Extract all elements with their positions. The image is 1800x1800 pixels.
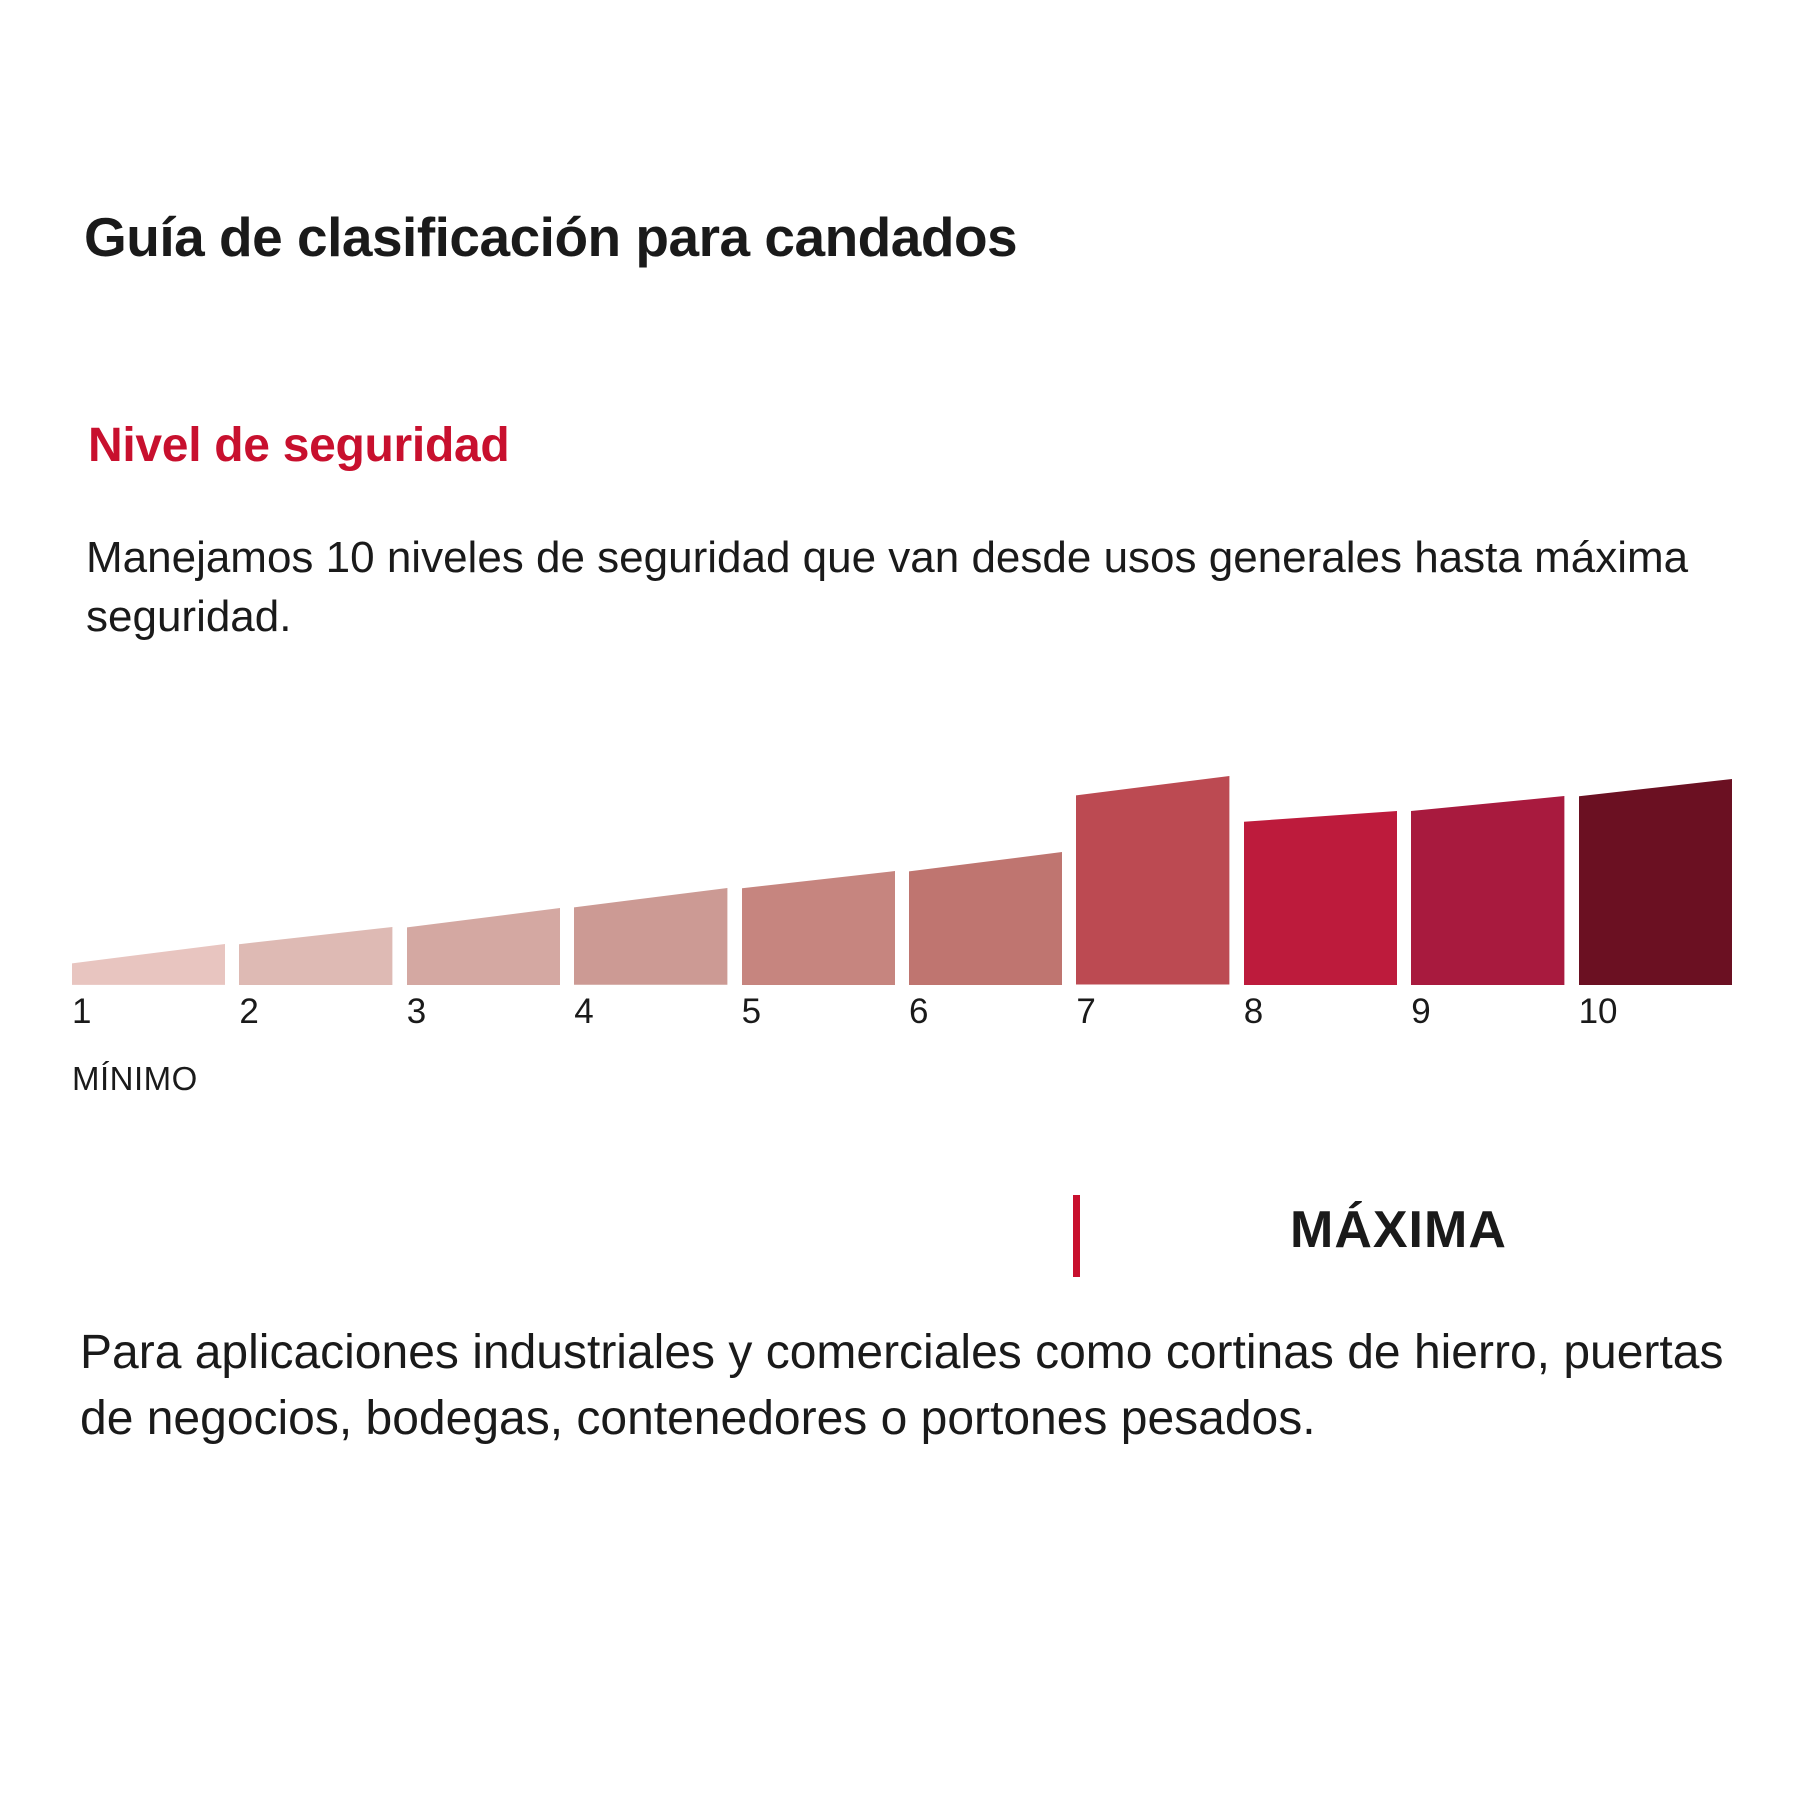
- chart-axis-labels: [72, 992, 1732, 1042]
- chart-bar-2: [239, 927, 392, 985]
- chart-bar-9: [1411, 796, 1564, 985]
- chart-bar-4: [574, 888, 727, 985]
- axis-label-8: 8: [1243, 992, 1264, 1031]
- chart-bar-1: [72, 944, 225, 985]
- maximum-tick-marker: [1073, 1195, 1080, 1277]
- axis-label-2: 2: [239, 992, 259, 1031]
- page-title: Guía de clasificación para candados: [84, 206, 1018, 268]
- chart-bar-5: [742, 871, 895, 985]
- axis-label-3: 3: [406, 992, 427, 1031]
- minimum-annotation: MÍNIMO: [72, 1060, 198, 1097]
- axis-label-6: 6: [909, 992, 929, 1031]
- section-subtitle: Nivel de seguridad: [88, 419, 510, 472]
- chart-bars: [72, 770, 1732, 985]
- security-level-chart: [72, 770, 1732, 1031]
- axis-label-10: 10: [1578, 992, 1618, 1031]
- axis-label-5: 5: [741, 992, 762, 1031]
- chart-bar-3: [407, 908, 560, 985]
- chart-bar-6: [909, 852, 1062, 985]
- axis-label-7: 7: [1076, 992, 1096, 1031]
- axis-label-1: 1: [72, 992, 92, 1031]
- axis-label-9: 9: [1411, 992, 1431, 1031]
- axis-label-4: 4: [574, 992, 594, 1031]
- maximum-annotation: MÁXIMA: [1290, 1201, 1507, 1259]
- description-text: Para aplicaciones industriales y comerciales como cortinas de hierro, puertas de negocios, bodegas, contenedores o portones pesados.: [80, 1326, 1724, 1446]
- chart-bar-8: [1244, 811, 1397, 985]
- chart-bar-7: [1076, 776, 1229, 985]
- intro-text: Manejamos 10 niveles de seguridad que van desde usos generales hasta máxima seguridad.: [86, 533, 1689, 642]
- chart-bar-10: [1579, 779, 1732, 985]
